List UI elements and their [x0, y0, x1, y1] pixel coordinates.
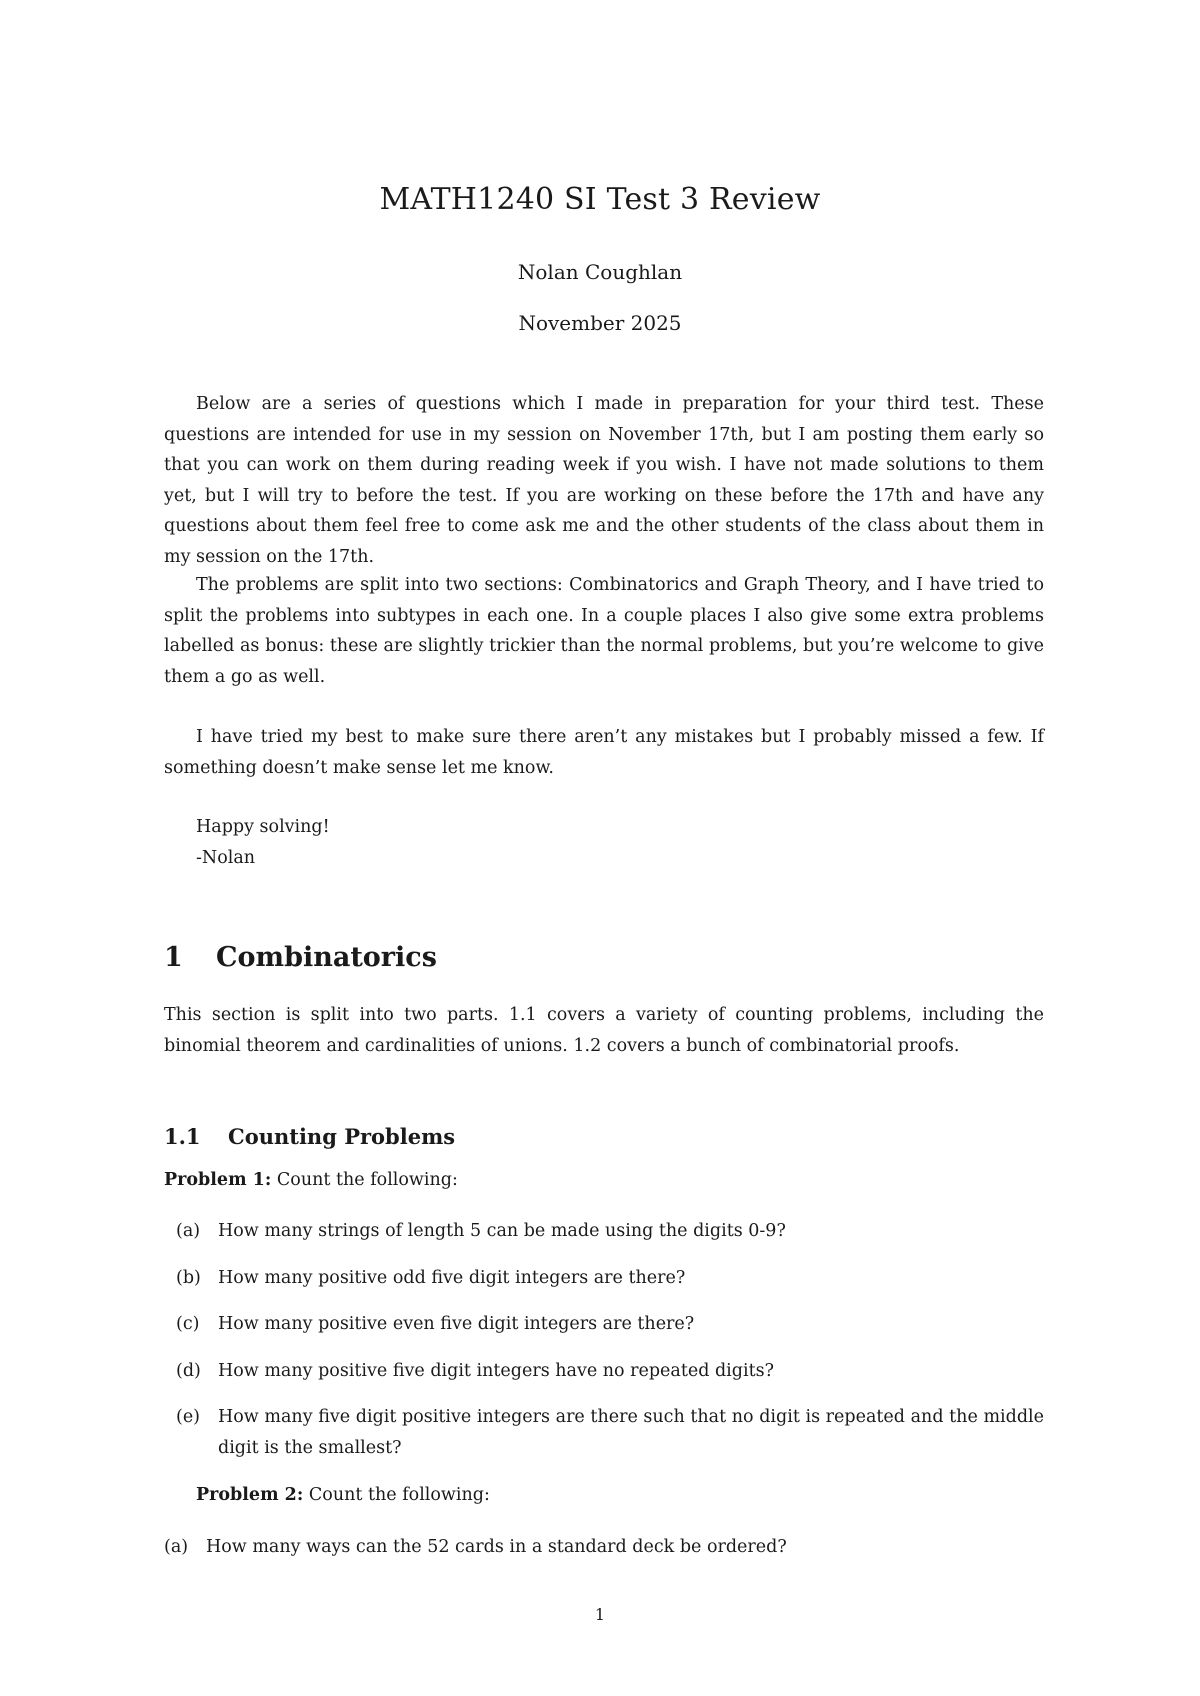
item-text: How many positive even five digit integers are there?: [218, 1314, 695, 1334]
item-text: How many positive five digit integers have no repeated digits?: [218, 1360, 774, 1381]
item-label: (a): [164, 1537, 189, 1557]
subsection-title-text: Counting Problems: [228, 1124, 456, 1149]
item-text: How many positive odd five digit integers are there?: [218, 1267, 686, 1288]
signoff: [196, 812, 1044, 873]
section-heading-combinatorics: [164, 942, 437, 973]
problem-1-heading: [164, 1170, 458, 1190]
item-label: (d): [176, 1360, 201, 1381]
signoff-line-1: Happy solving!: [196, 817, 330, 837]
section-intro: This section is split into two parts. 1.1 covers a variety of counting problems, including the binomial theorem and cardinalities of unions. 1.2 covers a bunch of combinatorial proofs.: [164, 1005, 1044, 1056]
problem-1-items: [176, 1216, 1044, 1479]
item-text: How many strings of length 5 can be made using the digits 0-9?: [218, 1221, 786, 1241]
list-item: [176, 1263, 1044, 1294]
signoff-line-2: -Nolan: [196, 847, 256, 868]
list-item: [176, 1216, 1044, 1247]
section-number: 1: [164, 942, 183, 973]
problem-2-items: [164, 1532, 1044, 1579]
problem-1-label: Problem 1:: [164, 1170, 272, 1190]
list-item: [164, 1532, 1044, 1563]
intro-paragraph-2: The problems are split into two sections: Combinatorics and Graph Theory, and I have tried to split the problems into subtypes in each one. In a couple places I also give some extra problems labelled as bonus: these are slightly trickier than the normal problems, but you’re welcome to give them a go as well.: [164, 575, 1044, 687]
item-label: (a): [176, 1221, 201, 1241]
item-text: How many ways can the 52 cards in a standard deck be ordered?: [206, 1537, 787, 1557]
problem-2-label: Problem 2:: [196, 1485, 304, 1505]
document-date: November 2025: [518, 311, 682, 335]
problem-1-prompt: Count the following:: [276, 1170, 458, 1190]
list-item: [176, 1402, 1044, 1463]
list-item: [176, 1356, 1044, 1387]
subsection-number: 1.1: [164, 1124, 201, 1149]
page-number: 1: [594, 1605, 606, 1624]
document-title: MATH1240 SI Test 3 Review: [379, 182, 821, 217]
item-label: (e): [176, 1407, 201, 1427]
intro-paragraph-3: I have tried my best to make sure there aren’t any mistakes but I probably missed a few. If something doesn’t make sense let me know.: [164, 727, 1044, 778]
subsection-heading-counting-problems: [164, 1124, 455, 1149]
document-author: Nolan Coughlan: [517, 260, 683, 284]
problem-2-prompt: Count the following:: [308, 1485, 490, 1505]
list-item: [176, 1309, 1044, 1340]
item-text: How many five digit positive integers are there such that no digit is repeated and the middle digit is the smallest?: [218, 1407, 1044, 1458]
problem-2-heading: [196, 1485, 490, 1505]
section-title-text: Combinatorics: [216, 942, 437, 973]
item-label: (c): [176, 1314, 200, 1334]
item-label: (b): [176, 1267, 201, 1288]
intro-paragraph-1: Below are a series of questions which I made in preparation for your third test. These questions are intended for use in my session on November 17th, but I am posting them early so that you can work on them during reading week if you wish. I have not made solutions to them yet, but I will try to before the test. If you are working on these before the 17th and have any questions about them feel free to come ask me and the other students of the class about them in my session on the 17th.: [164, 394, 1044, 567]
